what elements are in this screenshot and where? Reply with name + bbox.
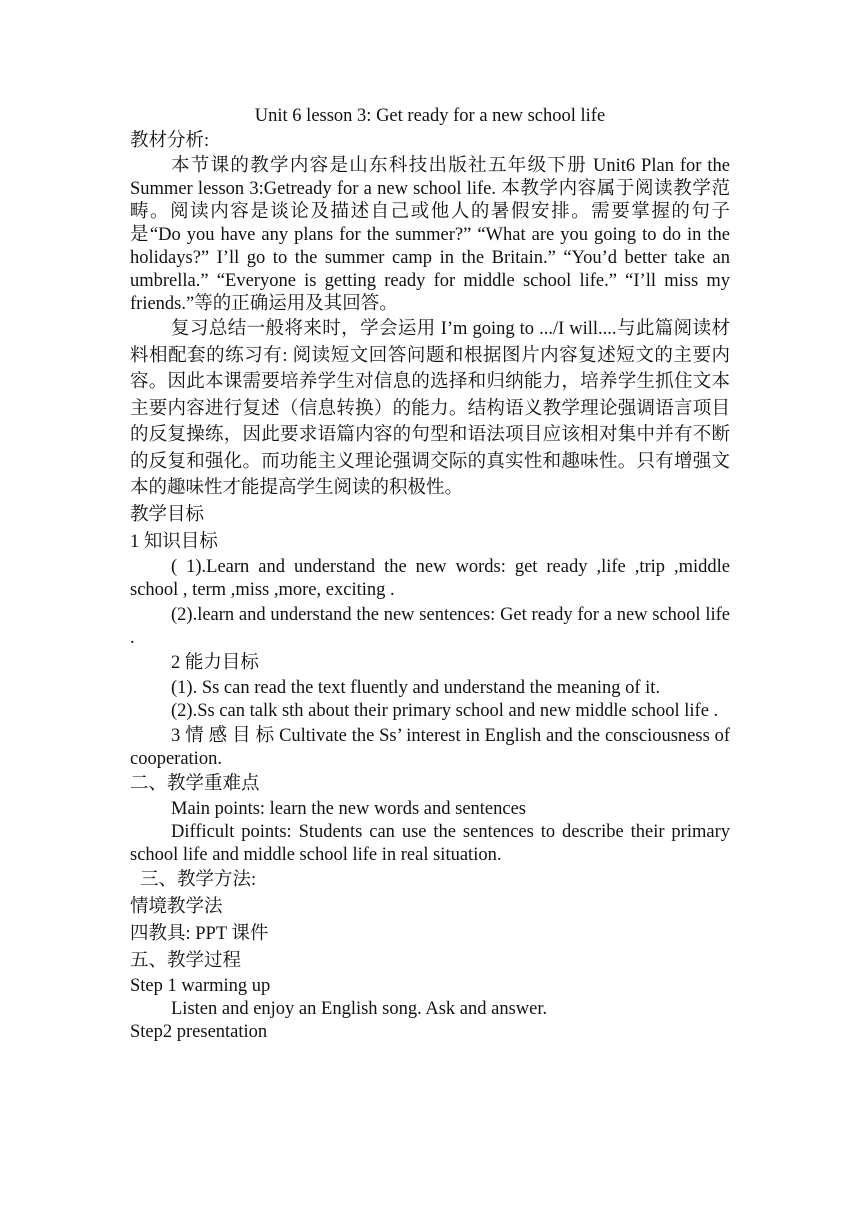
tools-text: 四教具: PPT 课件 [130,923,269,944]
emotion-objective: 3 情 感 目 标 Cultivate the Ss’ interest in English and the consciousness of cooperation. [130,725,730,769]
analysis-heading: 教材分析: [130,131,210,151]
document-page [130,104,730,1044]
analysis-paragraph-2: 复习总结一般将来时，学会运用 I’m going to .../I will....与此篇阅读材料相配套的练习有: 阅读短文回答问题和根据图片内容复述短文的主要内容。因此本课需要培养学生对信息的选择和归纳能力，培养学生抓住文本主要内容进行复述（信息转换）的能力。结构语义教学理论强调语言项目的反复操练，因此要求语篇内容的句型和语法项目应该相对集中并有不断的反复和强化。而功能主义理论强调交际的真实性和趣味性。只有增强文本的趣味性才能提高学生阅读的积极性。 [130,319,730,498]
main-points: Main points: learn the new words and sentences [171,798,527,819]
knowledge-objective-2: (2).learn and understand the new sentences: Get ready for a new school life . [130,604,730,648]
ability-objective-2: (2).Ss can talk sth about their primary school and new middle school life . [171,700,719,721]
ability-objective-1: (1). Ss can read the text fluently and understand the meaning of it. [171,677,661,698]
knowledge-objective-1: ( 1).Learn and understand the new words: get ready ,life ,trip ,middle school , term ,miss ,more, exciting . [130,556,730,600]
document-title: Unit 6 lesson 3: Get ready for a new school life [254,106,606,126]
difficult-points: Difficult points: Students can use the sentences to describe their primary school life and middle school life in real situation. [130,821,730,865]
analysis-paragraph-1: 本节课的教学内容是山东科技出版社五年级下册 Unit6 Plan for the Summer lesson 3:Getready for a new school life. 本教学内容属于阅读教学范畴。阅读内容是谈论及描述自己或他人的暑假安排。需要掌握的句子是“Do you have any plans for the summer?” “What are you going to do in the holidays?” I’ll go to the summer camp in the Britain.” “You’d better take an umbrella.” “Everyone is getting ready for middle school life.” “I’ll miss my friends.”等的正确运用及其回答。 [130,156,730,314]
step-1-title: Step 1 warming up [130,975,271,996]
method-heading: 三、教学方法: [140,869,257,890]
ability-objectives-heading: 2 能力目标 [171,652,259,673]
objectives-heading: 教学目标 [130,504,205,525]
key-points-heading: 二、教学重难点 [130,773,260,794]
method-text: 情境教学法 [130,896,223,917]
process-heading: 五、教学过程 [130,950,242,971]
step-1-detail: Listen and enjoy an English song. Ask and answer. [171,998,548,1019]
step-2-title: Step2 presentation [130,1021,268,1042]
knowledge-objectives-heading: 1 知识目标 [130,531,218,552]
